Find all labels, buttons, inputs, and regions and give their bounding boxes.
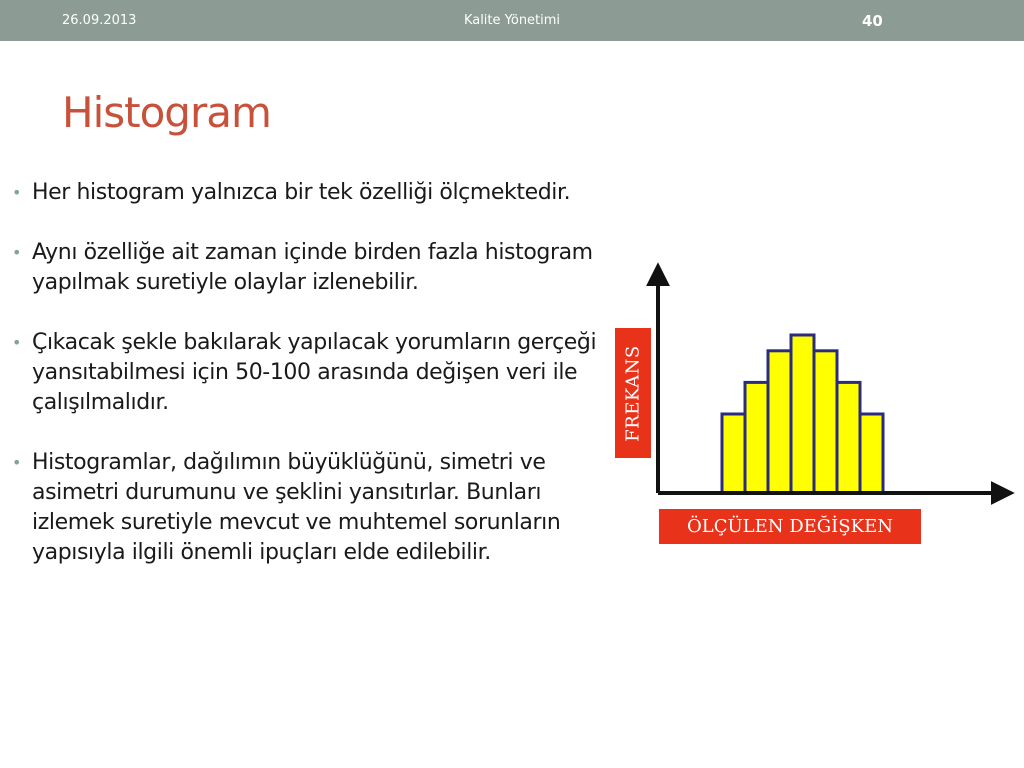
bullet-marker: • <box>12 453 22 472</box>
page-number: 40 <box>862 12 883 30</box>
slide-header-bar <box>0 0 1024 41</box>
bullet-item <box>12 238 597 298</box>
y-axis-label-text: FREKANS <box>622 344 644 442</box>
bullet-marker: • <box>12 183 22 202</box>
bullet-marker: • <box>12 333 22 352</box>
bullet-text: Çıkacak şekle bakılarak yapılacak yorumların gerçeği yansıtabilmesi için 50-100 arasında değişen veri ile çalışılmalıdır. <box>32 330 597 415</box>
bullet-item <box>12 328 597 418</box>
histogram-bar <box>814 351 837 493</box>
header-date: 26.09.2013 <box>62 13 137 28</box>
bullet-text: Aynı özelliğe ait zaman içinde birden fazla histogram yapılmak suretiyle olaylar izlenebilir. <box>32 240 593 295</box>
bullet-marker: • <box>12 243 22 262</box>
y-axis-label <box>615 328 651 458</box>
histogram-bar <box>745 382 768 493</box>
x-axis-label: ÖLÇÜLEN DEĞİŞKEN <box>659 509 921 544</box>
histogram-bar <box>768 351 791 493</box>
bullet-text: Her histogram yalnızca bir tek özelliği ölçmektedir. <box>32 180 571 205</box>
histogram-bars <box>722 335 883 493</box>
histogram-bar <box>837 382 860 493</box>
bullet-item <box>12 448 597 568</box>
bullet-text: Histogramlar, dağılımın büyüklüğünü, simetri ve asimetri durumunu ve şeklini yansıtırlar. Bunları izlemek suretiyle mevcut ve muhtemel sorunların yapısıyla ilgili önemli ipuçları elde edilebilir. <box>32 450 561 565</box>
histogram-bar <box>722 414 745 493</box>
histogram-bar <box>860 414 883 493</box>
header-title: Kalite Yönetimi <box>463 13 561 28</box>
bullet-item <box>12 178 597 208</box>
bullet-list <box>12 178 597 598</box>
slide-title: Histogram <box>62 88 271 137</box>
histogram-bar <box>791 335 814 493</box>
